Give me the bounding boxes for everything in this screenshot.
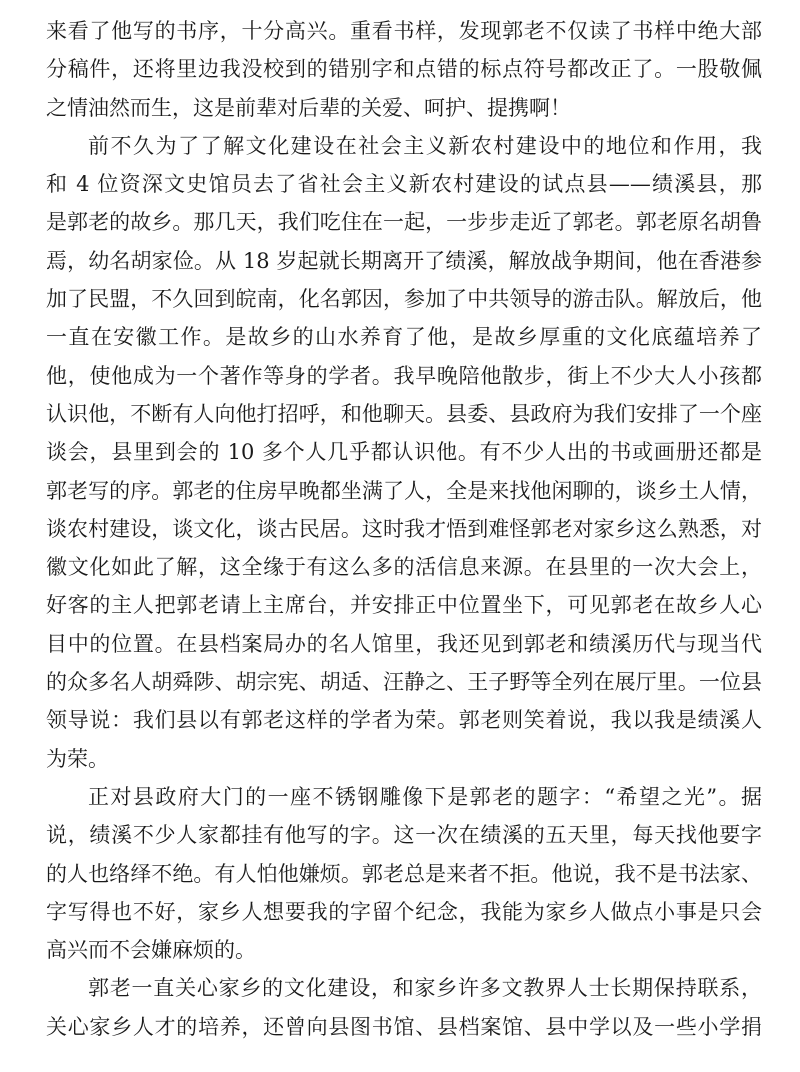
text-line: 目中的位置。在县档案局办的名人馆里，我还见到郭老和绩溪历代与现当代: [46, 631, 762, 656]
text-line: 关心家乡人才的培养，还曾向县图书馆、县档案馆、县中学以及一些小学捐: [46, 1014, 762, 1039]
text-line: 郭老一直关心家乡的文化建设，和家乡许多文教界人士长期保持联系，: [88, 976, 762, 1001]
text-line: 来看了他写的书序，十分高兴。重看书样，发现郭老不仅读了书样中绝大部: [46, 19, 762, 43]
text-line: 郭老写的序。郭老的住房早晚都坐满了人，全是来找他闲聊的，谈乡土人情，: [46, 478, 762, 503]
text-line: 字写得也不好，家乡人想要我的字留个纪念，我能为家乡人做点小事是只会: [46, 899, 762, 924]
paragraph-4: [46, 969, 762, 1046]
paragraph-1: [46, 12, 762, 127]
document-page: [46, 12, 762, 1046]
text-line: 加了民盟，不久回到皖南，化名郭因，参加了中共领导的游击队。解放后，他: [46, 287, 762, 312]
text-line: 好客的主人把郭老请上主席台，并安排正中位置坐下，可见郭老在故乡人心: [46, 593, 762, 618]
text-line: 谈会，县里到会的 10 多个人几乎都认识他。有不少人出的书或画册还都是: [46, 440, 762, 465]
text-line: 徽文化如此了解，这全缘于有这么多的活信息来源。在县里的一次大会上，: [46, 555, 762, 580]
text-line: 之情油然而生，这是前辈对后辈的关爱、呵护、提携啊！: [46, 95, 571, 120]
text-line: 的人也络绎不绝。有人怕他嫌烦。郭老总是来者不拒。他说，我不是书法家、: [46, 861, 762, 886]
text-line: 一直在安徽工作。是故乡的山水养育了他，是故乡厚重的文化底蕴培养了: [46, 325, 762, 350]
paragraph-3: [46, 778, 762, 969]
text-line: 为荣。: [46, 746, 109, 771]
text-line: 正对县政府大门的一座不锈钢雕像下是郭老的题字：“希望之光”。据: [88, 784, 762, 809]
text-line: 高兴而不会嫌麻烦的。: [46, 938, 256, 963]
text-line: 认识他，不断有人向他打招呼，和他聊天。县委、县政府为我们安排了一个座: [46, 401, 762, 426]
text-line: 分稿件，还将里边我没校到的错别字和点错的标点符号都改正了。一股敬佩: [46, 57, 762, 82]
text-line: 谈农村建设，谈文化，谈古民居。这时我才悟到难怪郭老对家乡这么熟悉，对: [46, 516, 762, 541]
paragraph-2: [46, 127, 762, 778]
text-line: 焉，幼名胡家俭。从 18 岁起就长期离开了绩溪，解放战争期间，他在香港参: [46, 248, 762, 273]
text-line: 是郭老的故乡。那几天，我们吃住在一起，一步步走近了郭老。郭老原名胡鲁: [46, 210, 762, 235]
text-line: 和 4 位资深文史馆员去了省社会主义新农村建设的试点县——绩溪县，那: [46, 172, 762, 197]
text-line: 的众多名人胡舜陟、胡宗宪、胡适、汪静之、王子野等全列在展厅里。一位县: [46, 670, 762, 695]
text-line: 领导说：我们县以有郭老这样的学者为荣。郭老则笑着说，我以我是绩溪人: [46, 708, 762, 733]
text-line: 他，使他成为一个著作等身的学者。我早晚陪他散步，街上不少大人小孩都: [46, 363, 762, 388]
text-line: 前不久为了了解文化建设在社会主义新农村建设中的地位和作用，我: [88, 133, 762, 158]
text-line: 说，绩溪不少人家都挂有他写的字。这一次在绩溪的五天里，每天找他要字: [46, 823, 762, 848]
